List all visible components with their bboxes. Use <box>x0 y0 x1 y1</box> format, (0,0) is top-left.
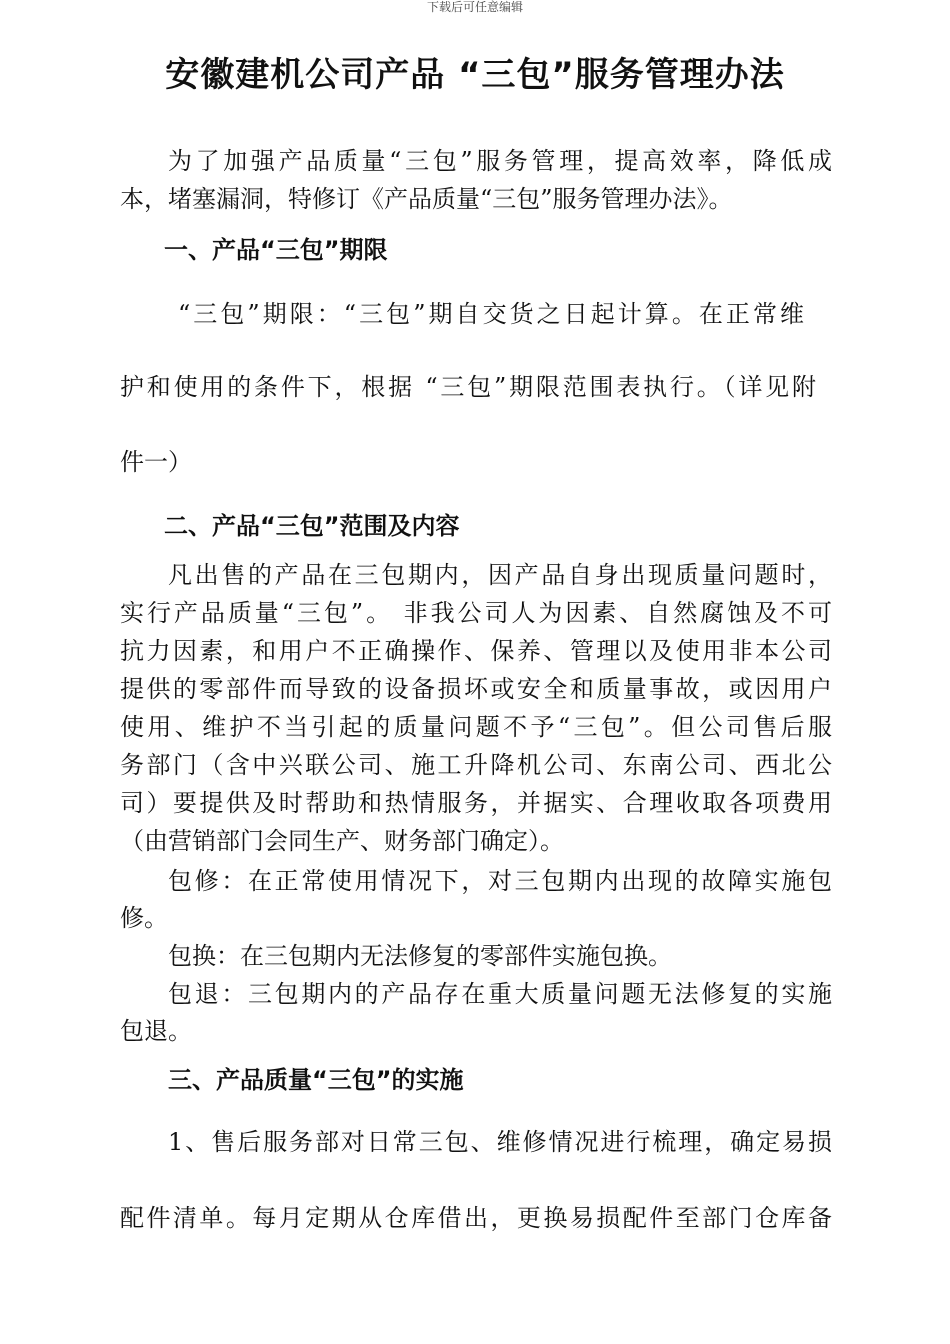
section-1-heading: 一、产品“三包”期限 <box>164 236 388 264</box>
section-2-line-5: 使用、维护不当引起的质量问题不予“三包”。但公司售后服 <box>120 713 832 741</box>
document-title: 安徽建机公司产品 “三包”服务管理办法 <box>165 55 785 95</box>
section-1-line-3: 件一） <box>120 448 192 476</box>
section-2-line-13: 包退。 <box>120 1017 192 1045</box>
page-header-note: 下载后可任意编辑 <box>426 0 523 14</box>
section-2-line-7: 司）要提供及时帮助和热情服务，并据实、合理收取各项费用 <box>120 789 832 817</box>
section-2-line-8: （由营销部门会同生产、财务部门确定）。 <box>120 827 564 855</box>
intro-line-1: 为了加强产品质量“三包”服务管理，提高效率，降低成 <box>168 147 832 175</box>
section-3-heading: 三、产品质量“三包”的实施 <box>168 1066 464 1094</box>
section-2-line-9: 包修：在正常使用情况下，对三包期内出现的故障实施包 <box>168 867 832 895</box>
section-2-line-1: 凡出售的产品在三包期内，因产品自身出现质量问题时， <box>168 561 832 589</box>
section-2-line-12: 包退：三包期内的产品存在重大质量问题无法修复的实施 <box>168 980 832 1008</box>
section-2-line-11: 包换：在三包期内无法修复的零部件实施包换。 <box>168 942 672 970</box>
section-2-line-3: 抗力因素，和用户不正确操作、保养、管理以及使用非本公司 <box>120 637 832 665</box>
section-3-line-2: 配件清单。每月定期从仓库借出，更换易损配件至部门仓库备 <box>120 1204 832 1232</box>
intro-line-2: 本，堵塞漏洞，特修订《产品质量“三包”服务管理办法》。 <box>120 185 733 213</box>
section-1-line-1: “三包”期限：“三包”期自交货之日起计算。在正常维 <box>178 300 804 328</box>
section-2-line-4: 提供的零部件而导致的设备损坏或安全和质量事故，或因用户 <box>120 675 832 703</box>
section-2-line-6: 务部门（含中兴联公司、施工升降机公司、东南公司、西北公 <box>120 751 832 779</box>
section-2-line-10: 修。 <box>120 904 168 932</box>
section-1-line-2: 护和使用的条件下，根据 “三包”期限范围表执行。（详见附 <box>120 373 816 401</box>
section-2-heading: 二、产品“三包”范围及内容 <box>164 512 460 540</box>
section-3-line-1: 1、售后服务部对日常三包、维修情况进行梳理，确定易损 <box>168 1128 832 1156</box>
section-2-line-2: 实行产品质量“三包”。 非我公司人为因素、自然腐蚀及不可 <box>120 599 832 627</box>
